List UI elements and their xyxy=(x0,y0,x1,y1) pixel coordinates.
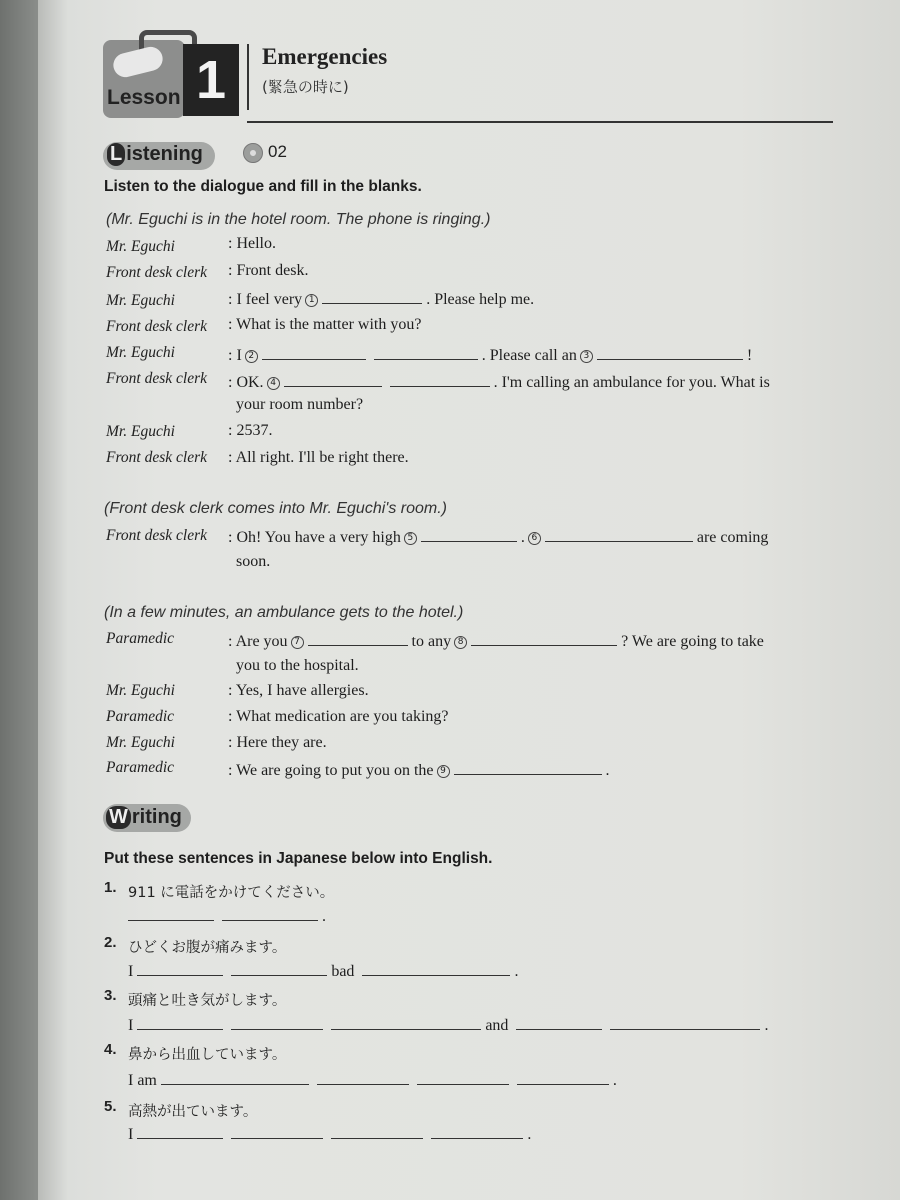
speaker-label: Mr. Eguchi xyxy=(106,423,175,440)
answer-blank[interactable] xyxy=(362,961,510,976)
answer-blank[interactable] xyxy=(516,1015,602,1030)
blank-number: 4 xyxy=(267,377,280,390)
japanese-sentence: 鼻から出血しています。 xyxy=(128,1047,287,1063)
blank-9[interactable] xyxy=(454,760,602,775)
answer-line: I am . xyxy=(128,1072,617,1089)
blank-number: 9 xyxy=(437,765,450,778)
lesson-label: Lesson xyxy=(107,86,181,109)
japanese-sentence: 高熱が出ています。 xyxy=(128,1104,258,1120)
speaker-label: Front desk clerk xyxy=(106,370,207,387)
stage-direction: (In a few minutes, an ambulance gets to the hotel.) xyxy=(104,604,464,621)
dialogue-line: : Are you 7 to any 8 ? We are going to take xyxy=(228,633,764,650)
speaker-label: Mr. Eguchi xyxy=(106,734,175,751)
dialogue-line: : I feel very 1 . Please help me. xyxy=(228,291,535,308)
page-subtitle: (緊急の時に) xyxy=(262,78,349,96)
answer-blank[interactable] xyxy=(331,1015,481,1030)
blank-2b[interactable] xyxy=(374,345,478,360)
audio-track-number: 02 xyxy=(268,142,287,161)
writing-instruction: Put these sentences in Japanese below into English. xyxy=(104,850,493,867)
speaker-label: Mr. Eguchi xyxy=(106,292,175,309)
blank-8[interactable] xyxy=(471,631,617,646)
answer-line: I and . xyxy=(128,1017,769,1034)
answer-blank[interactable] xyxy=(431,1124,523,1139)
japanese-sentence: 頭痛と吐き気がします。 xyxy=(128,993,287,1009)
dialogue-line: : We are going to put you on the 9 . xyxy=(228,762,610,779)
answer-blank[interactable] xyxy=(231,1124,323,1139)
item-number: 4. xyxy=(104,1041,117,1058)
blank-number: 5 xyxy=(404,532,417,545)
item-number: 5. xyxy=(104,1098,117,1115)
dialogue-line: : Hello. xyxy=(228,235,276,252)
blank-number: 7 xyxy=(291,636,304,649)
answer-blank[interactable] xyxy=(517,1070,609,1085)
listening-instruction: Listen to the dialogue and fill in the blanks. xyxy=(104,178,422,195)
japanese-sentence: ひどくお腹が痛みます。 xyxy=(128,940,287,956)
dialogue-line: : What is the matter with you? xyxy=(228,316,422,333)
listening-heading-text: istening xyxy=(126,143,203,165)
speaker-label: Mr. Eguchi xyxy=(106,682,175,699)
blank-4b[interactable] xyxy=(390,372,490,387)
answer-line: I . xyxy=(128,1126,532,1143)
answer-blank[interactable] xyxy=(331,1124,423,1139)
writing-heading xyxy=(106,806,182,829)
header-divider xyxy=(247,44,249,110)
blank-3[interactable] xyxy=(597,345,743,360)
speaker-label: Paramedic xyxy=(106,759,175,776)
answer-blank[interactable] xyxy=(317,1070,409,1085)
speaker-label: Mr. Eguchi xyxy=(106,238,175,255)
answer-blank[interactable] xyxy=(231,1015,323,1030)
blank-number: 1 xyxy=(305,294,318,307)
dialogue-line-cont: you to the hospital. xyxy=(236,657,359,674)
blank-4a[interactable] xyxy=(284,372,382,387)
blank-5[interactable] xyxy=(421,527,517,542)
blank-6[interactable] xyxy=(545,527,693,542)
lesson-badge xyxy=(103,30,243,120)
blank-2a[interactable] xyxy=(262,345,366,360)
answer-line: . xyxy=(128,906,326,926)
japanese-sentence: 911 に電話をかけてください。 xyxy=(128,885,335,901)
blank-number: 8 xyxy=(454,636,467,649)
answer-blank[interactable] xyxy=(137,1015,223,1030)
speaker-label: Front desk clerk xyxy=(106,527,207,544)
stage-direction: (Mr. Eguchi is in the hotel room. The phone is ringing.) xyxy=(106,211,491,228)
dialogue-line: : Front desk. xyxy=(228,262,309,279)
blank-number: 2 xyxy=(245,350,258,363)
blank-7[interactable] xyxy=(308,631,408,646)
dialogue-line: : Yes, I have allergies. xyxy=(228,682,369,699)
answer-blank[interactable] xyxy=(137,1124,223,1139)
blank-1[interactable] xyxy=(322,289,422,304)
header-underline xyxy=(247,121,833,123)
answer-blank[interactable] xyxy=(128,906,214,921)
answer-blank[interactable] xyxy=(161,1070,309,1085)
answer-blank[interactable] xyxy=(610,1015,760,1030)
blank-number: 6 xyxy=(528,532,541,545)
cd-audio-icon xyxy=(243,143,263,163)
writing-initial: W xyxy=(106,806,131,829)
speaker-label: Front desk clerk xyxy=(106,449,207,466)
dialogue-line: : Oh! You have a very high 5 . 6 are coming xyxy=(228,529,769,546)
item-number: 1. xyxy=(104,879,117,896)
speaker-label: Paramedic xyxy=(106,630,175,647)
book-spine-shadow xyxy=(0,0,40,1200)
dialogue-line: : 2537. xyxy=(228,422,273,439)
item-number: 3. xyxy=(104,987,117,1004)
dialogue-line: : What medication are you taking? xyxy=(228,708,449,725)
speaker-label: Front desk clerk xyxy=(106,318,207,335)
listening-heading xyxy=(107,143,203,166)
blank-number: 3 xyxy=(580,350,593,363)
dialogue-line-cont: soon. xyxy=(236,553,271,570)
speaker-label: Paramedic xyxy=(106,708,175,725)
speaker-label: Front desk clerk xyxy=(106,264,207,281)
answer-blank[interactable] xyxy=(222,906,318,921)
dialogue-line: : I 2 . Please call an 3 ! xyxy=(228,347,753,364)
page-title: Emergencies xyxy=(262,44,388,69)
dialogue-line: : Here they are. xyxy=(228,734,327,751)
speaker-label: Mr. Eguchi xyxy=(106,344,175,361)
answer-blank[interactable] xyxy=(231,961,327,976)
dialogue-line: : All right. I'll be right there. xyxy=(228,449,409,466)
answer-line: I bad . xyxy=(128,963,519,980)
stage-direction: (Front desk clerk comes into Mr. Eguchi's room.) xyxy=(104,500,447,517)
item-number: 2. xyxy=(104,934,117,951)
answer-blank[interactable] xyxy=(137,961,223,976)
dialogue-line: : OK. 4 . I'm calling an ambulance for you. What is xyxy=(228,374,770,391)
answer-blank[interactable] xyxy=(417,1070,509,1085)
lesson-number: 1 xyxy=(183,44,239,116)
dialogue-line-cont: your room number? xyxy=(236,396,364,413)
writing-heading-text: riting xyxy=(131,806,182,828)
listening-initial: L xyxy=(107,143,125,166)
